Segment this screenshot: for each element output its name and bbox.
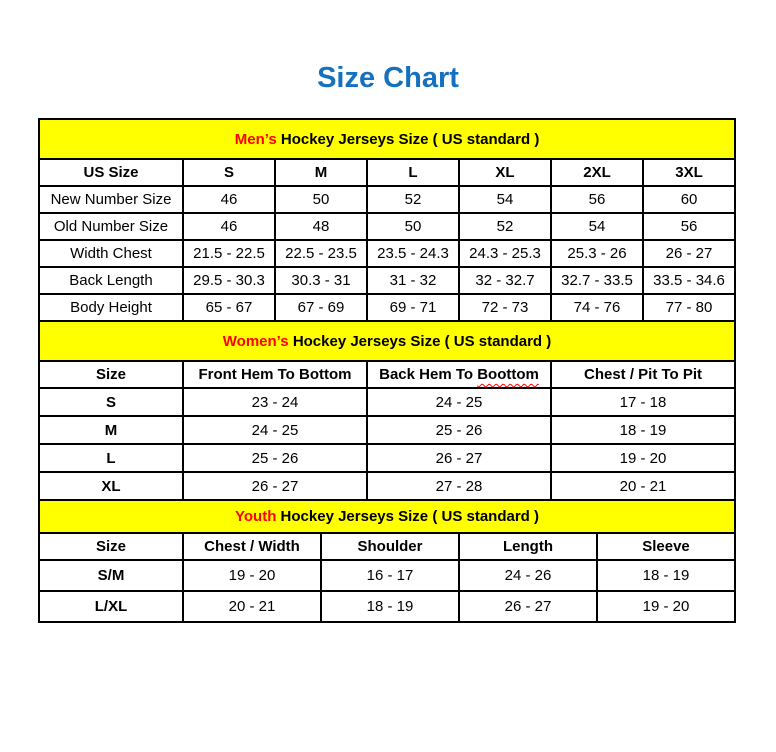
row-label: New Number Size (39, 186, 183, 213)
cell: 26 - 27 (459, 591, 597, 622)
youth-col-sleeve: Sleeve (597, 533, 735, 560)
table-row (39, 472, 735, 500)
youth-band-text: Hockey Jerseys Size ( US standard ) (280, 508, 539, 525)
cell: 50 (275, 186, 367, 213)
cell: 24 - 25 (183, 416, 367, 444)
page-title: Size Chart (317, 62, 459, 94)
cell: 67 - 69 (275, 294, 367, 321)
mens-col-s: S (183, 159, 275, 186)
table-row (39, 416, 735, 444)
cell: 24.3 - 25.3 (459, 240, 551, 267)
womens-col-back-hem (367, 361, 551, 388)
row-label: Body Height (39, 294, 183, 321)
mens-col-2xl: 2XL (551, 159, 643, 186)
row-label: XL (39, 472, 183, 500)
cell: 32.7 - 33.5 (551, 267, 643, 294)
cell: 29.5 - 30.3 (183, 267, 275, 294)
cell: 56 (551, 186, 643, 213)
cell: 52 (459, 213, 551, 240)
size-chart-page (0, 60, 776, 752)
womens-section-band (39, 321, 735, 361)
mens-size-table (38, 118, 736, 322)
mens-band-accent: Men’s (234, 130, 277, 148)
cell: 60 (643, 186, 735, 213)
mens-col-xl: XL (459, 159, 551, 186)
mens-col-l: L (367, 159, 459, 186)
cell: 65 - 67 (183, 294, 275, 321)
cell: 46 (183, 186, 275, 213)
cell: 18 - 19 (321, 591, 459, 622)
cell: 25.3 - 26 (551, 240, 643, 267)
row-label: L/XL (39, 591, 183, 622)
cell: 54 (551, 213, 643, 240)
cell: 26 - 27 (643, 240, 735, 267)
cell: 74 - 76 (551, 294, 643, 321)
table-row (39, 213, 735, 240)
row-label: Back Length (39, 267, 183, 294)
mens-col-us-size: US Size (39, 159, 183, 186)
cell: 19 - 20 (597, 591, 735, 622)
youth-section-band (39, 500, 735, 533)
cell: 52 (367, 186, 459, 213)
womens-band-text: Hockey Jerseys Size ( US standard ) (292, 332, 552, 350)
cell: 77 - 80 (643, 294, 735, 321)
mens-col-m: M (275, 159, 367, 186)
youth-section-band-row (39, 500, 735, 533)
cell: 25 - 26 (183, 444, 367, 472)
cell: 56 (643, 213, 735, 240)
table-row (39, 186, 735, 213)
cell: 19 - 20 (551, 444, 735, 472)
mens-band-text: Hockey Jerseys Size ( US standard ) (280, 130, 540, 148)
cell: 26 - 27 (183, 472, 367, 500)
mens-section-band (39, 119, 735, 159)
cell: 21.5 - 22.5 (183, 240, 275, 267)
cell: 46 (183, 213, 275, 240)
womens-header-row (39, 361, 735, 388)
womens-section-band-row (39, 321, 735, 361)
cell: 48 (275, 213, 367, 240)
cell: 20 - 21 (551, 472, 735, 500)
cell: 50 (367, 213, 459, 240)
row-label: L (39, 444, 183, 472)
table-row (39, 591, 735, 622)
row-label: Old Number Size (39, 213, 183, 240)
row-label: M (39, 416, 183, 444)
table-row (39, 267, 735, 294)
youth-col-shoulder: Shoulder (321, 533, 459, 560)
womens-size-table (38, 320, 736, 501)
youth-col-size: Size (39, 533, 183, 560)
cell: 19 - 20 (183, 560, 321, 591)
youth-size-table (38, 499, 736, 623)
cell: 23 - 24 (183, 388, 367, 416)
youth-header-row (39, 533, 735, 560)
youth-band-accent: Youth (235, 508, 277, 525)
table-row (39, 388, 735, 416)
cell: 17 - 18 (551, 388, 735, 416)
cell: 16 - 17 (321, 560, 459, 591)
row-label: S/M (39, 560, 183, 591)
cell: 24 - 26 (459, 560, 597, 591)
womens-band-accent: Women’s (222, 332, 289, 350)
table-row (39, 444, 735, 472)
row-label: S (39, 388, 183, 416)
cell: 33.5 - 34.6 (643, 267, 735, 294)
mens-header-row (39, 159, 735, 186)
cell: 18 - 19 (551, 416, 735, 444)
table-row (39, 294, 735, 321)
youth-col-chest-width: Chest / Width (183, 533, 321, 560)
back-hem-misspelled-word: Boottom (477, 366, 539, 383)
cell: 30.3 - 31 (275, 267, 367, 294)
cell: 54 (459, 186, 551, 213)
table-row (39, 240, 735, 267)
cell: 22.5 - 23.5 (275, 240, 367, 267)
cell: 26 - 27 (367, 444, 551, 472)
womens-col-front-hem: Front Hem To Bottom (183, 361, 367, 388)
womens-col-chest: Chest / Pit To Pit (551, 361, 735, 388)
cell: 27 - 28 (367, 472, 551, 500)
cell: 69 - 71 (367, 294, 459, 321)
table-row (39, 560, 735, 591)
cell: 31 - 32 (367, 267, 459, 294)
cell: 20 - 21 (183, 591, 321, 622)
cell: 32 - 32.7 (459, 267, 551, 294)
youth-col-length: Length (459, 533, 597, 560)
row-label: Width Chest (39, 240, 183, 267)
cell: 24 - 25 (367, 388, 551, 416)
cell: 23.5 - 24.3 (367, 240, 459, 267)
mens-col-3xl: 3XL (643, 159, 735, 186)
womens-col-size: Size (39, 361, 183, 388)
mens-section-band-row (39, 119, 735, 159)
cell: 18 - 19 (597, 560, 735, 591)
cell: 25 - 26 (367, 416, 551, 444)
back-hem-prefix: Back Hem To (379, 366, 474, 383)
cell: 72 - 73 (459, 294, 551, 321)
